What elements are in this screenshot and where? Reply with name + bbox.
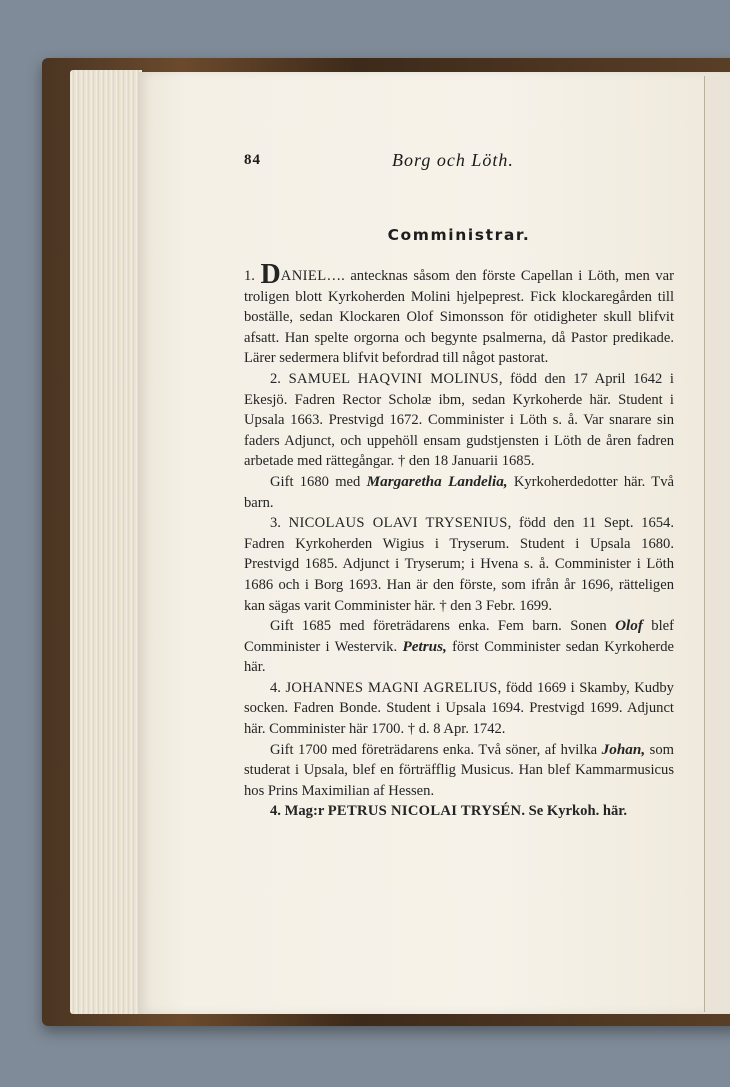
entry-text: , född den 17 April 1642 i Ekesjö. Fadren Rector Scholæ ibm, sedan Kyrkoherde här. Student i Upsala 1663. Prestvigd 1672. Comminister i Löth s. å. Var snarare sin faders Adjunct, och uppehöll ensam gudstjensten i Löth de åren fadren arbetade med rättegångar. † den 18 Januarii 1685.: [244, 370, 674, 470]
entry-number: 4.: [270, 679, 281, 696]
running-head: Borg och Löth.: [392, 150, 514, 170]
entry-prefix: Mag:r: [284, 803, 328, 820]
entry-name: PETRUS NICOLAI TRYSÉN: [327, 803, 522, 820]
body-text: [244, 259, 675, 822]
entry-5: [244, 801, 674, 822]
son-name: Olof: [615, 617, 643, 635]
marriage-text-end: Kyrkoherdedotter här. Två barn.: [244, 473, 674, 511]
marriage-text: Gift 1685 med företrädarens enka. Fem barn. Sonen: [270, 618, 616, 635]
entry-text: . Se Kyrkoh. här.: [521, 803, 628, 820]
facing-page-edge: [704, 76, 730, 1012]
entry-2: [244, 369, 674, 472]
entry-name: SAMUEL HAQVINI MOLINUS: [288, 370, 499, 387]
entry-name: JOHANNES MAGNI AGRELIUS: [285, 679, 498, 696]
entry-text: , född den 11 Sept. 1654. Fadren Kyrkoherden Wigius i Tryserum. Student i Upsala 1680. Prestvigd 1685. Adjunct i Tryserum; i Hvena s. å. Comminister i Löth 1686 och i Borg 1693. Han är den förste, som ifrån år 1696, rätteligen kan sägas varit Comminister här. † den 3 Febr. 1699.: [244, 515, 674, 614]
marriage-text: Gift 1700 med företrädarens enka. Två söner, af hvilka: [270, 741, 602, 758]
entry-number: 3.: [270, 515, 281, 532]
entry-name: NICOLAUS OLAVI TRYSENIUS: [288, 515, 508, 532]
entry-text: …. antecknas såsom den förste Capellan i Löth, men var troligen blott Kyrkoherden Molini hjelpeprest. Fick klockaregården till boställe, sedan Klockaren Olof Simonsson för otidigheter skull blifvit afsatt. Han spelte orgorna och begynte psalmerna, då Pastor predikade. Lärer sedermera blifvit befordrad till något pastorat.: [244, 268, 674, 367]
entry-3: [244, 513, 674, 616]
page-edges: [70, 70, 142, 1014]
marriage-text-end: som studerat i Upsala, blef en förträfflig Musicus. Han blef Kammarmusicus hos Prins Maximilian af Hessen.: [244, 741, 674, 799]
page-header: [244, 150, 674, 176]
entry-1: [244, 259, 674, 369]
marriage-text-end: först Comminister sedan Kyrkoherde här.: [244, 638, 675, 676]
marriage-text-mid: blef Comminister i Westervik.: [244, 618, 674, 655]
spouse-name: Margaretha Landelia,: [366, 472, 508, 490]
marriage-text: Gift 1680 med: [270, 473, 367, 490]
son-name: Johan,: [601, 740, 646, 758]
entry-4: [244, 678, 674, 740]
son-name-2: Petrus,: [402, 637, 447, 655]
entry-number: 4.: [270, 803, 281, 820]
entry-3-marriage: [244, 616, 674, 678]
entry-text: , född 1669 i Skamby, Kudby socken. Fadren Bonde. Student i Upsala 1694. Prestvigd 1699. Adjunct här. Comminister här 1700. † d. 8 Apr. 1742.: [244, 679, 674, 738]
initial-letter: D: [260, 259, 281, 290]
section-title: Comministrar.: [387, 226, 531, 244]
page-number: 84: [244, 152, 261, 168]
entry-number: 2.: [270, 370, 281, 387]
entry-2-marriage: [244, 472, 674, 513]
entry-name: ANIEL: [280, 268, 327, 284]
entry-4-marriage: [244, 740, 674, 802]
entry-number: 1.: [244, 268, 255, 284]
